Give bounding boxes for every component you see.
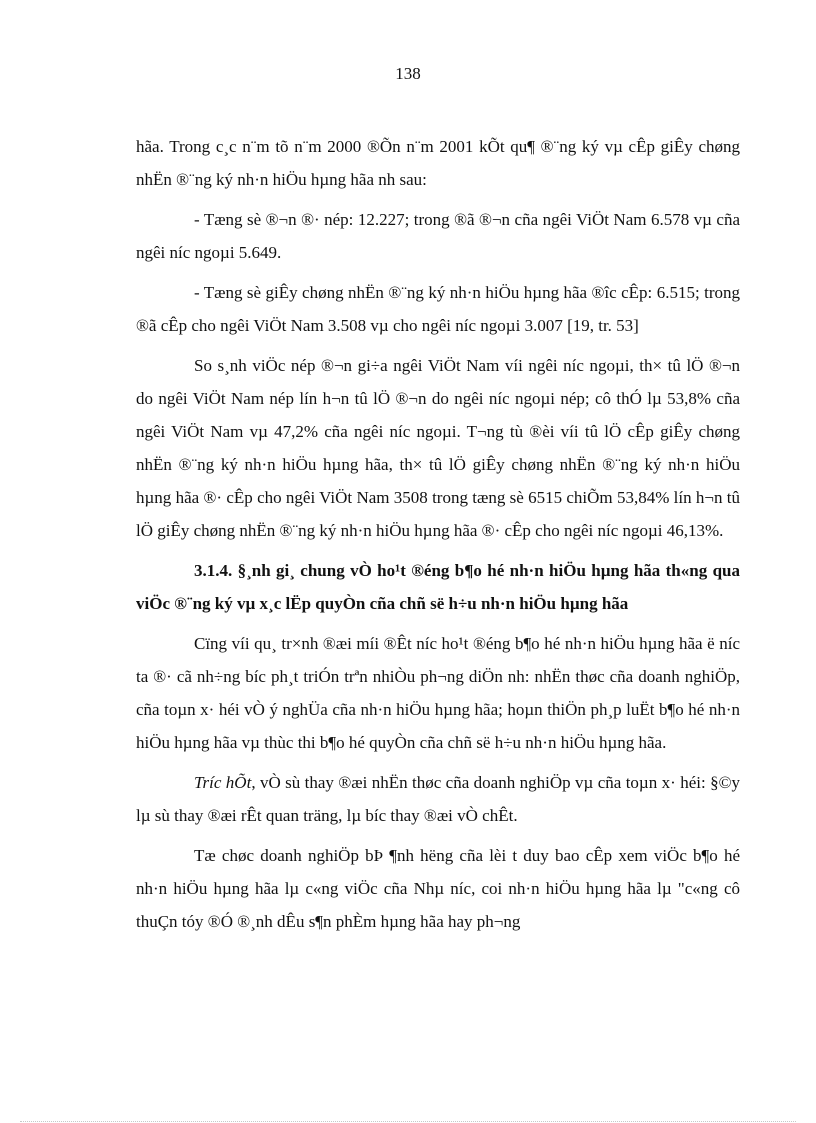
paragraph-overview: Cïng víi qu¸ tr×nh ®æi míi ®Êt níc ho¹t ®éng b¶o hé nh·n hiÖu hµng hãa ë níc ta ®· cã nh÷ng bíc ph¸t triÓn trªn nhiÒu ph¬ng diÖn nh: nhËn thøc cña doanh nghiÖp, cña toµn x· héi vÒ ý nghÜa cña nh·n hiÖu hµng hãa; hoµn thiÖn ph¸p luËt b¶o hé nh·n hiÖu hµng hãa vµ thùc thi b¶o hé quyÒn cña chñ së h÷u nh·n hiÖu hµng hãa.	[136, 634, 740, 752]
paragraph-first-point-text: , vÒ sù thay ®æi nhËn thøc cña doanh nghiÖp vµ cña toµn x· héi: §©y lµ sù thay ®æi rÊt quan träng, lµ bíc thay ®æi vÒ chÊt.	[136, 773, 740, 825]
paragraph-comparison: So s¸nh viÖc nép ®¬n gi÷a ngêi ViÖt Nam víi ngêi níc ngoµi, th× tû lÖ ®¬n do ngêi ViÖt Nam nép lín h¬n tû lÖ ®¬n do ngêi níc ngoµi nép; cô thÓ lµ 53,8% cña ngêi ViÖt Nam vµ 47,2% cña ngêi níc ngoµi. T¬ng tù ®èi víi tû lÖ cÊp giÊy chøng nhËn ®¨ng ký nh·n hiÖu hµng hãa, th× tû lÖ giÊy chøng nhËn ®¨ng ký nh·n hiÖu hµng hãa ®· cÊp cho ngêi ViÖt Nam 3508 trong tæng sè 6515 chiÕm 53,84% lín h¬n tû lÖ giÊy chøng nhËn ®¨ng ký nh·n hiÖu hµng hãa ®· cÊp cho ngêi níc ngoµi 46,13%.	[136, 356, 740, 540]
paragraph-first-point	[136, 766, 740, 832]
paragraph-intro: hãa. Trong c¸c n¨m tõ n¨m 2000 ®Õn n¨m 2001 kÕt qu¶ ®¨ng ký vµ cÊp giÊy chøng nhËn ®¨ng ký nh·n hiÖu hµng hãa nh sau:	[136, 137, 740, 189]
page-number: 138	[395, 64, 421, 83]
section-heading: 3.1.4. §¸nh gi¸ chung vÒ ho¹t ®éng b¶o hé nh·n hiÖu hµng hãa th«ng qua viÖc ®¨ng ký vµ x¸c lËp quyÒn cña chñ së h÷u nh·n hiÖu hµng hãa	[136, 561, 740, 613]
paragraph-applications-total: - Tæng sè ®¬n ®· nép: 12.227; trong ®ã ®¬n cña ngêi ViÖt Nam 6.578 vµ cña ngêi níc ngoµi 5.649.	[136, 210, 740, 262]
page-bottom-divider	[20, 1121, 796, 1122]
paragraph-organizations: Tæ chøc doanh nghiÖp bÞ ¶nh hëng cña lèi t duy bao cÊp xem viÖc b¶o hé nh·n hiÖu hµng hãa lµ c«ng viÖc cña Nhµ níc, coi nh·n hiÖu hµng hãa lµ "c«ng cô thuÇn tóy ®Ó ®¸nh dÊu s¶n phÈm hµng hãa hay ph¬ng	[136, 846, 740, 931]
paragraph-lead-italic: Tríc hÕt	[194, 773, 252, 792]
document-body	[136, 130, 740, 945]
paragraph-certificates-total: - Tæng sè giÊy chøng nhËn ®¨ng ký nh·n hiÖu hµng hãa ®îc cÊp: 6.515; trong ®ã cÊp cho ngêi ViÖt Nam 3.508 vµ cho ngêi níc ngoµi 3.007 [19, tr. 53]	[136, 283, 740, 335]
